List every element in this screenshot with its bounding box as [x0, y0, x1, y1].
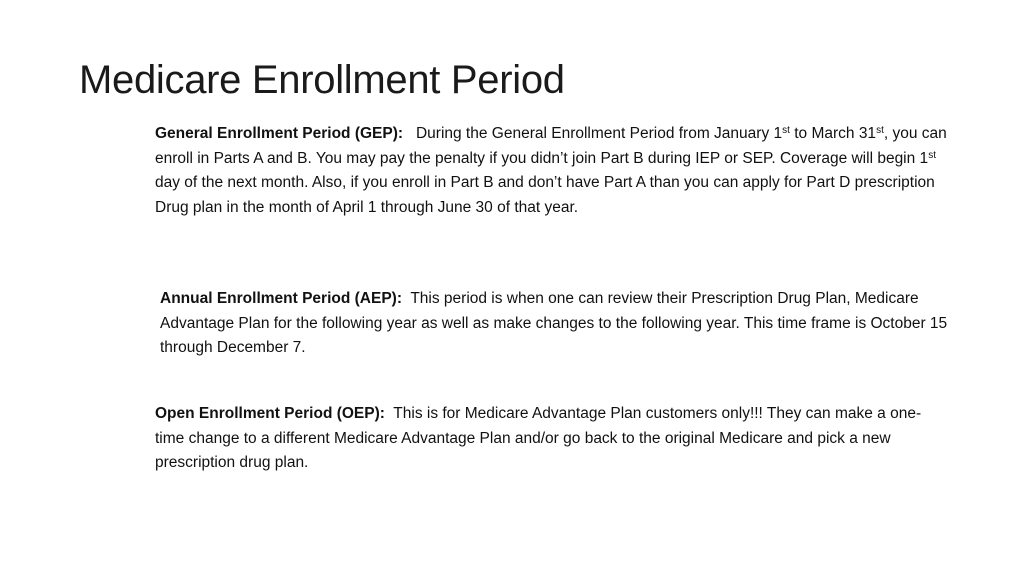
gep-heading: General Enrollment Period (GEP):: [155, 125, 404, 142]
aep-heading: Annual Enrollment Period (AEP):: [160, 290, 402, 307]
gep-text-2: to March 31: [789, 125, 877, 142]
gep-sup-3: st: [928, 149, 936, 161]
gep-text-1: During the General Enrollment Period from January 1: [415, 125, 783, 142]
oep-heading: Open Enrollment Period (OEP):: [155, 405, 385, 422]
aep-body: This period is when one can review their Prescription Drug Plan, Medicare Advantage Plan for the following year as well as make changes to the following year. This time frame is October 15 through December 7.: [160, 290, 948, 357]
oep-body: This is for Medicare Advantage Plan customers only!!! They can make a one-time change to a different Medicare Advantage Plan and/or go back to the original Medicare and pick a new prescription drug plan.: [155, 405, 922, 472]
gep-text-3: , you can enroll in Parts A and B. You may pay the penalty if you didn’t join Part B during IEP or SEP. Coverage will begin 1: [155, 125, 947, 167]
gep-sup-1: st: [782, 125, 790, 136]
gep-text-4: day of the next month. Also, if you enroll in Part B and don’t have Part A than you can apply for Part D prescription Drug plan in the month of April 1 through June 30 of that year.: [155, 174, 935, 216]
slide-title: Medicare Enrollment Period: [79, 58, 565, 102]
oep-paragraph: [155, 402, 935, 476]
gep-sup-2: st: [876, 125, 884, 136]
aep-paragraph: [160, 287, 950, 361]
gep-paragraph: [155, 122, 955, 220]
